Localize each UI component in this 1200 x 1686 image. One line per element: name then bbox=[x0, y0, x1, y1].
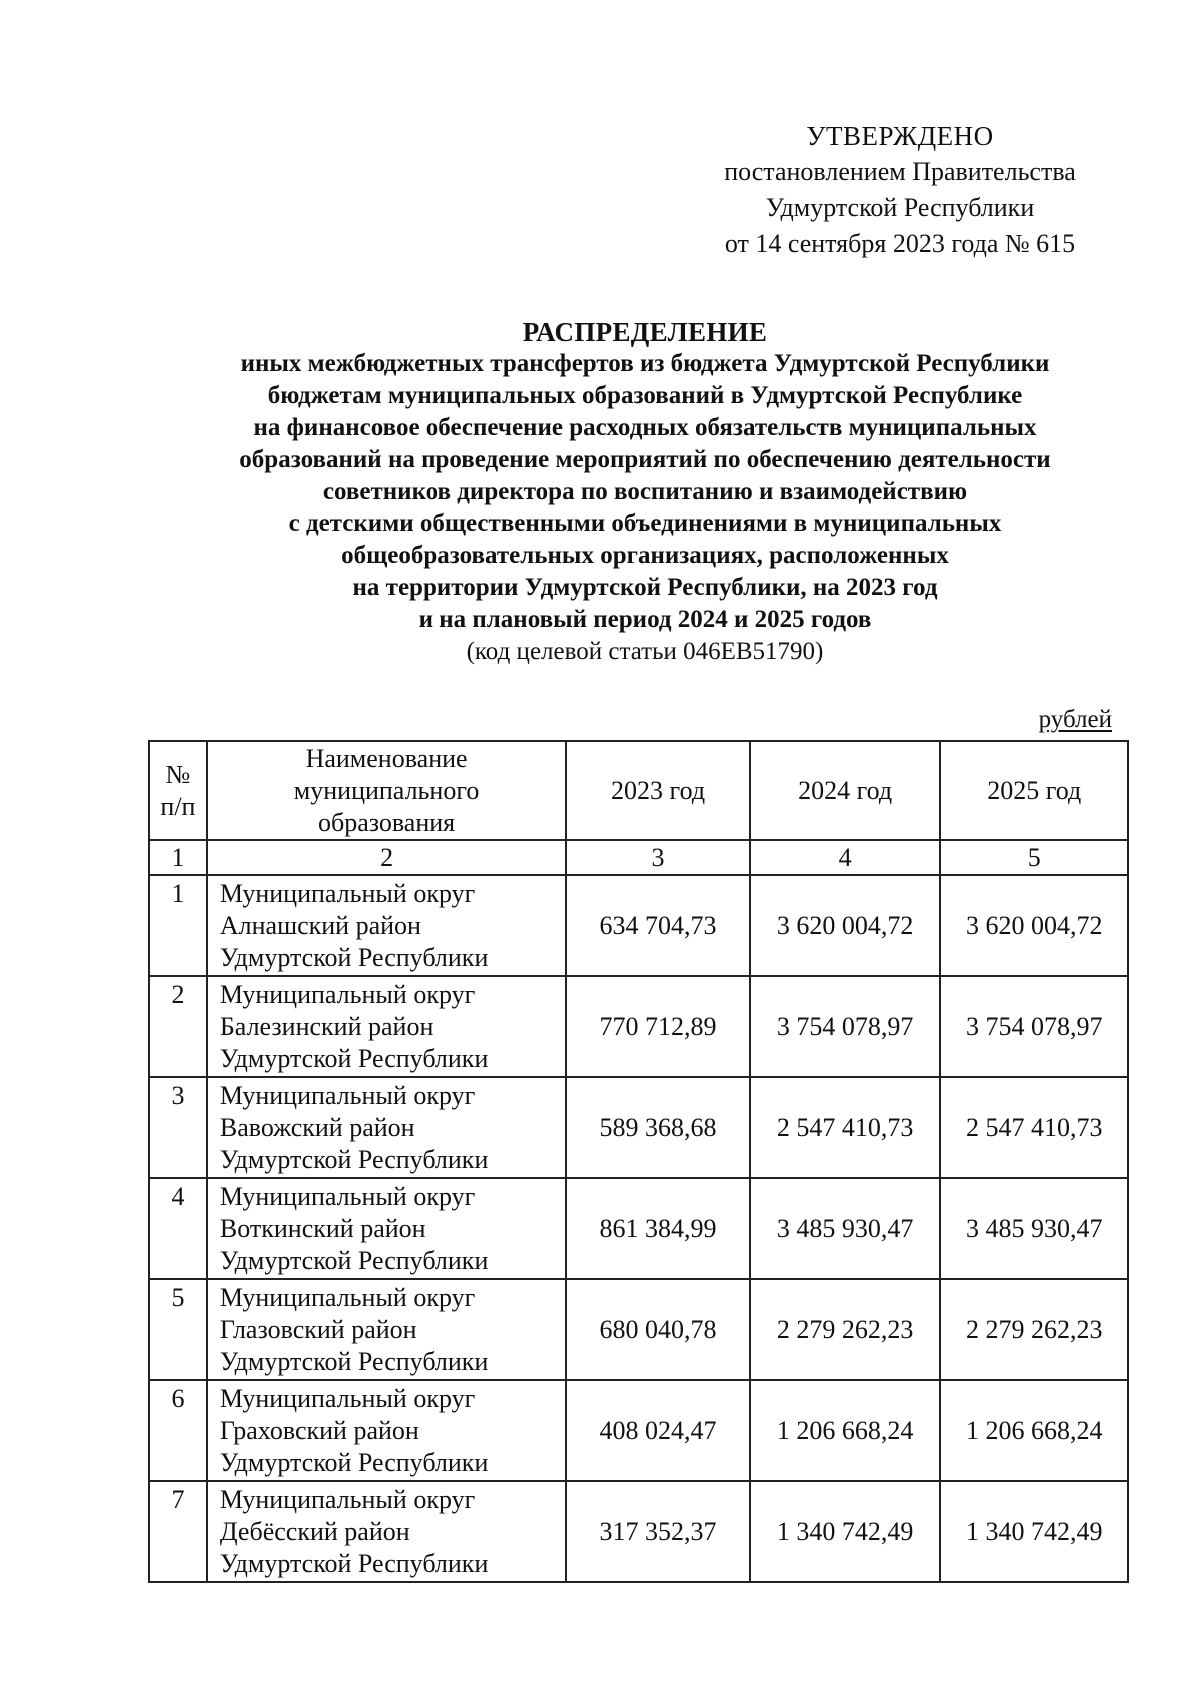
row-number: 2 bbox=[149, 976, 207, 1077]
target-article-code: (код целевой статьи 046ЕВ51790) bbox=[466, 638, 824, 665]
amount-2025: 3 754 078,97 bbox=[940, 976, 1128, 1077]
amount-2024: 1 340 742,49 bbox=[750, 1481, 941, 1582]
amount-2025: 1 340 742,49 bbox=[940, 1481, 1128, 1582]
amount-2025: 1 206 668,24 bbox=[940, 1380, 1128, 1481]
column-number: 4 bbox=[750, 840, 941, 875]
column-number-row bbox=[149, 840, 1128, 875]
table-row bbox=[149, 1279, 1128, 1380]
title-line: общеобразовательных организациях, расположенных bbox=[341, 542, 949, 569]
title-line: на территории Удмуртской Республики, на 2023 год bbox=[352, 574, 938, 601]
table-row bbox=[149, 875, 1128, 976]
title-line: образований на проведение мероприятий по обеспечению деятельности bbox=[239, 446, 1051, 473]
amount-2025: 2 547 410,73 bbox=[940, 1077, 1128, 1178]
currency-unit: рублей bbox=[1038, 706, 1112, 733]
approval-heading: УТВЕРЖДЕНО bbox=[806, 121, 994, 151]
column-number: 1 bbox=[149, 840, 207, 875]
amount-2025: 2 279 262,23 bbox=[940, 1279, 1128, 1380]
municipality-name: Муниципальный округ Алнашский район Удмуртской Республики bbox=[207, 875, 566, 976]
header-municipality: Наименование муниципального образования bbox=[207, 741, 566, 840]
title-line: и на плановый период 2024 и 2025 годов bbox=[418, 606, 872, 633]
document-title-block bbox=[100, 316, 1190, 668]
municipality-name: Муниципальный округ Воткинский район Удмуртской Республики bbox=[207, 1178, 566, 1279]
column-number: 5 bbox=[940, 840, 1128, 875]
document-title: РАСПРЕДЕЛЕНИЕ bbox=[522, 317, 768, 347]
row-number: 7 bbox=[149, 1481, 207, 1582]
row-number: 4 bbox=[149, 1178, 207, 1279]
approval-line-1: постановлением Правительства bbox=[724, 157, 1076, 186]
amount-2023: 770 712,89 bbox=[566, 976, 750, 1077]
title-line: иных межбюджетных трансфертов из бюджета Удмуртской Республики bbox=[240, 350, 1050, 377]
municipality-name: Муниципальный округ Глазовский район Удмуртской Республики bbox=[207, 1279, 566, 1380]
header-2025: 2025 год bbox=[940, 741, 1128, 840]
row-number: 3 bbox=[149, 1077, 207, 1178]
table-row bbox=[149, 1077, 1128, 1178]
column-number: 3 bbox=[566, 840, 750, 875]
amount-2023: 634 704,73 bbox=[566, 875, 750, 976]
municipality-name: Муниципальный округ Балезинский район Удмуртской Республики bbox=[207, 976, 566, 1077]
amount-2025: 3 620 004,72 bbox=[940, 875, 1128, 976]
table-row bbox=[149, 1178, 1128, 1279]
table-header-row bbox=[149, 741, 1128, 840]
row-number: 1 bbox=[149, 875, 207, 976]
amount-2024: 1 206 668,24 bbox=[750, 1380, 941, 1481]
municipality-name: Муниципальный округ Вавожский район Удмуртской Республики bbox=[207, 1077, 566, 1178]
row-number: 6 bbox=[149, 1380, 207, 1481]
approval-line-3: от 14 сентября 2023 года № 615 bbox=[724, 229, 1076, 258]
amount-2024: 2 279 262,23 bbox=[750, 1279, 941, 1380]
title-line: советников директора по воспитанию и взаимодействию bbox=[322, 478, 968, 505]
title-line: бюджетам муниципальных образований в Удмуртской Республике bbox=[267, 382, 1023, 409]
amount-2023: 861 384,99 bbox=[566, 1178, 750, 1279]
header-2023: 2023 год bbox=[566, 741, 750, 840]
approval-line-2: Удмуртской Республики bbox=[765, 193, 1035, 222]
amount-2024: 3 485 930,47 bbox=[750, 1178, 941, 1279]
amount-2023: 680 040,78 bbox=[566, 1279, 750, 1380]
municipality-name: Муниципальный округ Граховский район Удмуртской Республики bbox=[207, 1380, 566, 1481]
amount-2025: 3 485 930,47 bbox=[940, 1178, 1128, 1279]
amount-2024: 3 754 078,97 bbox=[750, 976, 941, 1077]
column-number: 2 bbox=[207, 840, 566, 875]
table-row bbox=[149, 1481, 1128, 1582]
table-row bbox=[149, 1380, 1128, 1481]
amount-2023: 317 352,37 bbox=[566, 1481, 750, 1582]
header-number: № п/п bbox=[149, 741, 207, 840]
amount-2024: 2 547 410,73 bbox=[750, 1077, 941, 1178]
amount-2024: 3 620 004,72 bbox=[750, 875, 941, 976]
distribution-table bbox=[148, 740, 1129, 1583]
table-row bbox=[149, 976, 1128, 1077]
approval-stamp bbox=[690, 118, 1110, 262]
header-2024: 2024 год bbox=[750, 741, 941, 840]
title-line: на финансовое обеспечение расходных обязательств муниципальных bbox=[253, 414, 1037, 441]
municipality-name: Муниципальный округ Дебёсский район Удмуртской Республики bbox=[207, 1481, 566, 1582]
row-number: 5 bbox=[149, 1279, 207, 1380]
amount-2023: 408 024,47 bbox=[566, 1380, 750, 1481]
amount-2023: 589 368,68 bbox=[566, 1077, 750, 1178]
title-line: с детскими общественными объединениями в муниципальных bbox=[288, 510, 1002, 537]
